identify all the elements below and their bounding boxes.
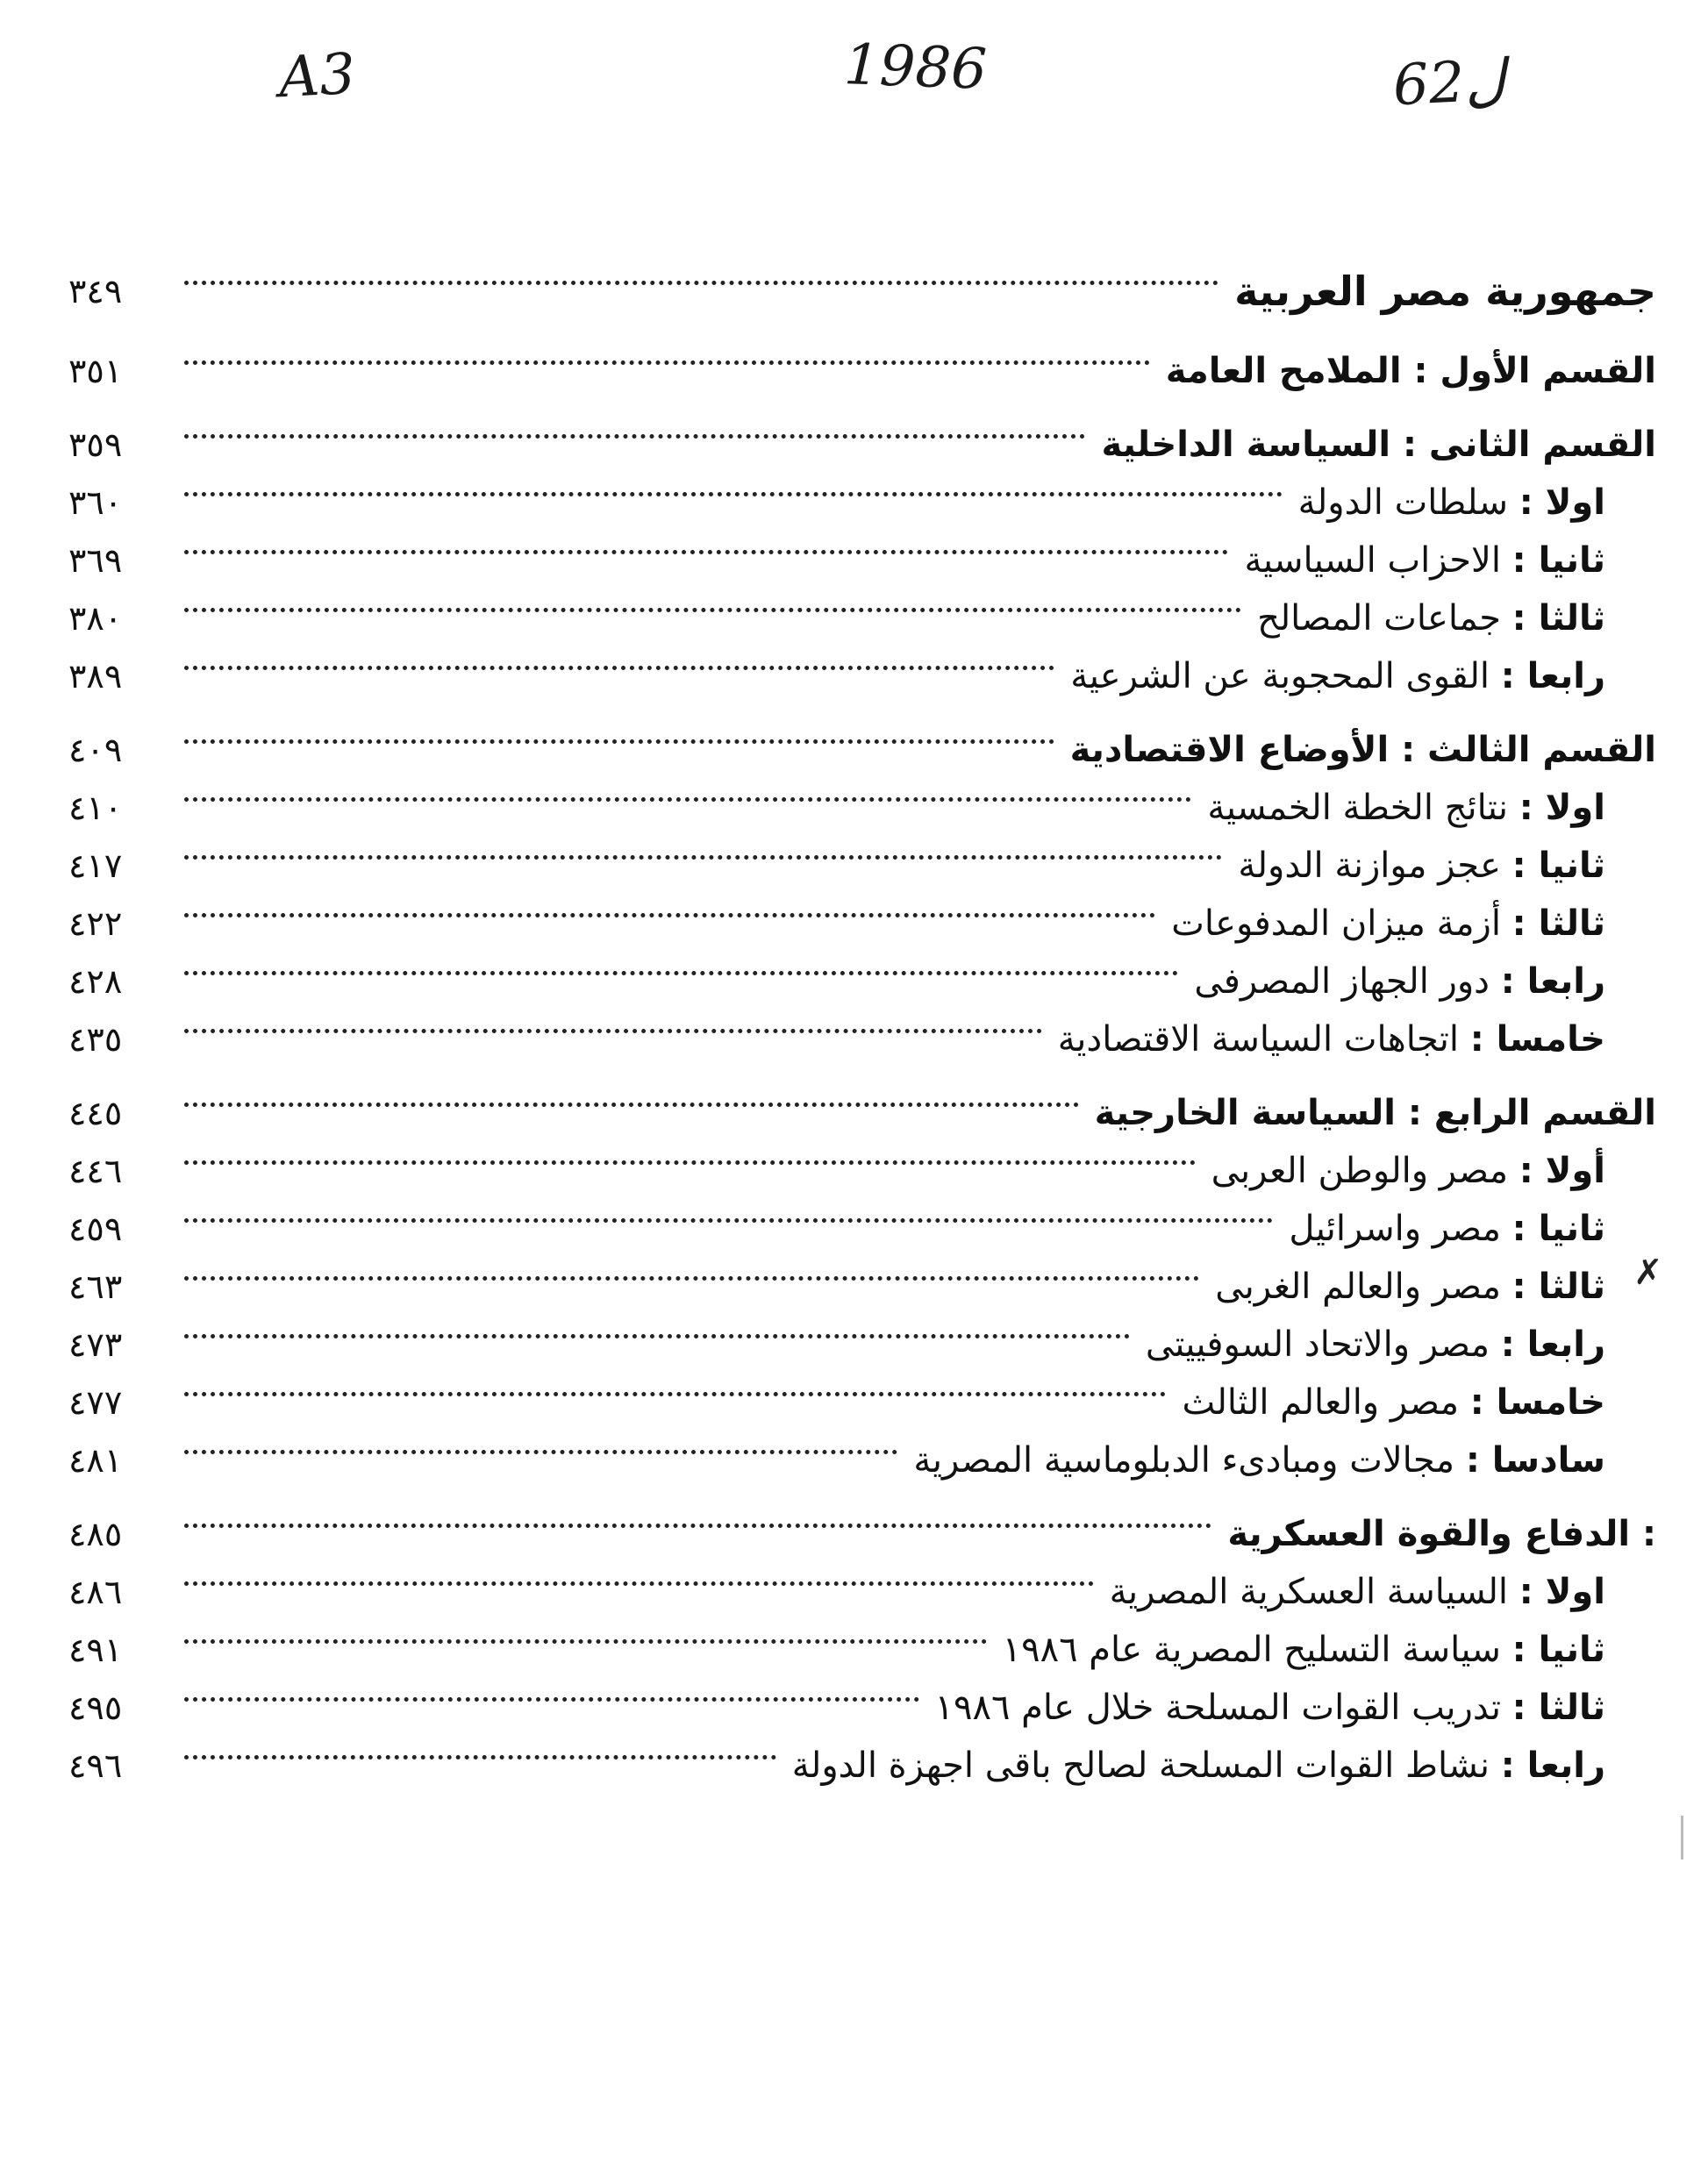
toc-entry: [68, 256, 1656, 326]
toc-entry-page-number: ٤١٠: [68, 789, 123, 827]
toc-entry-text: اتجاهات السياسة الاقتصادية: [1057, 1019, 1460, 1060]
toc-entry-label: رابعا :: [1500, 961, 1605, 1002]
toc-entry-page-number: ٤٢٢: [68, 904, 123, 943]
toc-entry-title: [1095, 1093, 1656, 1133]
toc-entry-page-number: ٣٤٩: [68, 272, 123, 310]
toc-entry-title: [1070, 730, 1656, 770]
toc-entry: [68, 474, 1656, 532]
toc-entry-label: رابعا :: [1500, 1745, 1605, 1786]
toc-entry-label: خامسا :: [1469, 1019, 1605, 1060]
toc-entry-label: القسم الثالث :: [1401, 730, 1656, 770]
dot-leader: [184, 550, 1228, 554]
dot-leader: [184, 1276, 1199, 1281]
toc-entry: [68, 1505, 1656, 1563]
toc-entry-text: مصر والعالم الغربى: [1215, 1267, 1501, 1307]
toc-entry: [68, 589, 1656, 647]
toc-entry-text: سياسة التسليح المصرية عام ١٩٨٦: [1002, 1630, 1501, 1670]
dot-leader: [184, 1755, 776, 1759]
toc-entry-page-number: ٤٣٥: [68, 1020, 123, 1059]
toc-entry-label: ثالثا :: [1511, 1688, 1605, 1728]
handwritten-mark-right: 62ل: [1391, 47, 1507, 119]
toc-entry-page-number: ٤٠٩: [68, 731, 123, 769]
dot-leader: [184, 434, 1085, 439]
table-of-contents: [68, 256, 1656, 1795]
dot-leader: [184, 1392, 1166, 1396]
toc-entry-label: :: [1642, 1514, 1656, 1554]
toc-entry-text: السياسة الداخلية: [1101, 425, 1391, 465]
toc-entry: [68, 721, 1656, 779]
toc-entry: [68, 1010, 1656, 1068]
toc-entry-label: ثانيا :: [1511, 540, 1605, 581]
toc-entry-title: [1058, 1019, 1656, 1060]
toc-entry-page-number: ٣٥٩: [68, 425, 123, 464]
toc-entry-title: [792, 1745, 1656, 1786]
toc-entry: [68, 1258, 1656, 1316]
toc-entry-title: [1215, 1267, 1656, 1307]
dot-leader: [184, 797, 1191, 802]
toc-entry-text: أزمة ميزان المدفوعات: [1171, 903, 1501, 944]
handwritten-mark-left: A3: [277, 41, 357, 111]
toc-entry: [68, 1374, 1656, 1431]
toc-entry-text: الدفاع والقوة العسكرية: [1227, 1514, 1631, 1554]
toc-entry-label: خامسا :: [1469, 1382, 1605, 1423]
toc-entry: [68, 1142, 1656, 1200]
toc-entry-title: [1070, 656, 1656, 696]
toc-entry-label: اولا :: [1519, 482, 1605, 523]
toc-entry-title: [1171, 903, 1656, 944]
toc-entry: [68, 342, 1656, 400]
toc-entry: [68, 1200, 1656, 1258]
toc-entry-text: مصر والوطن العربى: [1211, 1151, 1508, 1191]
toc-entry-text: دور الجهاز المصرفى: [1194, 961, 1490, 1002]
toc-entry-title: [1298, 482, 1656, 523]
dot-leader: [184, 1450, 897, 1454]
toc-entry-label: اولا :: [1519, 788, 1605, 828]
toc-entry-title: [1182, 1382, 1656, 1423]
dot-leader: [184, 1160, 1196, 1165]
dot-leader: [184, 1697, 919, 1702]
toc-entry-page-number: ٤٢٨: [68, 962, 123, 1001]
toc-entry: [68, 1621, 1656, 1679]
toc-entry-text: مصر والعالم الثالث: [1182, 1382, 1460, 1423]
dot-leader: [184, 1581, 1094, 1586]
handwritten-year: 1986: [842, 32, 989, 103]
toc-entry-title: [1146, 1324, 1656, 1365]
toc-entry-title: [1003, 1630, 1656, 1670]
dot-leader: [184, 1334, 1130, 1338]
dot-leader: [184, 1103, 1079, 1107]
toc-entry-text: عجز موازنة الدولة: [1238, 846, 1501, 886]
toc-entry: [68, 895, 1656, 953]
toc-entry-page-number: ٣٦٠: [68, 483, 123, 522]
dot-leader: [184, 360, 1150, 365]
dot-leader: [184, 913, 1155, 917]
toc-entry-text: نتائج الخطة الخمسية: [1207, 788, 1508, 828]
toc-entry-label: سادسا :: [1465, 1440, 1605, 1481]
toc-entry-label: القسم الثانى :: [1402, 425, 1656, 465]
toc-entry-page-number: ٤٦٣: [68, 1267, 123, 1306]
toc-entry-label: القسم الرابع :: [1407, 1093, 1656, 1133]
toc-entry-page-number: ٤١٧: [68, 846, 123, 885]
toc-entry-page-number: ٤٩١: [68, 1631, 123, 1669]
toc-entry-page-number: ٣٥١: [68, 352, 123, 390]
toc-entry-title: [1257, 598, 1656, 639]
toc-entry-label: ثانيا :: [1511, 1209, 1605, 1249]
toc-entry-text: مصر واسرائيل: [1289, 1209, 1501, 1249]
toc-entry-title: [1110, 1572, 1656, 1612]
toc-entry-title: [1244, 540, 1656, 581]
toc-entry-page-number: ٤٩٦: [68, 1746, 123, 1785]
toc-entry: [68, 1084, 1656, 1142]
dot-leader: [184, 281, 1218, 285]
toc-entry-page-number: ٤٧٣: [68, 1325, 123, 1364]
dot-leader: [184, 666, 1054, 670]
toc-entry-page-number: ٤٤٦: [68, 1152, 123, 1190]
dot-leader: [184, 1639, 987, 1644]
toc-entry-text: السياسة العسكرية المصرية: [1109, 1572, 1508, 1612]
toc-entry-title: [1194, 961, 1656, 1002]
toc-entry-title: [1211, 1151, 1656, 1191]
toc-entry-text: الأوضاع الاقتصادية: [1069, 730, 1390, 770]
toc-entry-text: القوى المحجوبة عن الشرعية: [1070, 656, 1490, 696]
toc-entry-label: اولا :: [1519, 1572, 1605, 1612]
toc-entry-text: الاحزاب السياسية: [1244, 540, 1501, 581]
toc-entry-page-number: ٣٨٩: [68, 657, 123, 696]
toc-entry-page-number: ٤٥٩: [68, 1210, 123, 1248]
toc-entry: [68, 647, 1656, 705]
toc-entry-label: رابعا :: [1500, 656, 1605, 696]
toc-entry: [68, 1431, 1656, 1489]
toc-entry-text: السياسة الخارجية: [1094, 1093, 1396, 1133]
toc-entry-page-number: ٤٨١: [68, 1441, 123, 1480]
toc-entry-text: نشاط القوات المسلحة لصالح باقى اجهزة الدولة: [791, 1745, 1490, 1786]
toc-entry-title: [1166, 351, 1656, 391]
toc-entry-label: ثالثا :: [1511, 598, 1605, 639]
toc-entry-page-number: ٣٨٠: [68, 599, 123, 638]
toc-entry-label: ثالثا :: [1511, 1267, 1605, 1307]
toc-entry: [68, 416, 1656, 474]
toc-entry-title: [1238, 846, 1656, 886]
dot-leader: [184, 1029, 1042, 1033]
toc-entry-title: [1101, 425, 1656, 465]
toc-entry-title: [1227, 1514, 1656, 1554]
toc-entry: [68, 837, 1656, 895]
dot-leader: [184, 492, 1283, 496]
toc-entry-text: سلطات الدولة: [1297, 482, 1508, 523]
toc-entry: [68, 532, 1656, 589]
toc-entry-text: الملامح العامة: [1165, 351, 1402, 391]
toc-entry-text: جماعات المصالح: [1257, 598, 1501, 639]
toc-entry-title: [1207, 788, 1656, 828]
toc-entry: [68, 779, 1656, 837]
toc-entry-page-number: ٤٧٧: [68, 1383, 123, 1422]
toc-entry-title: [1289, 1209, 1656, 1249]
dot-leader: [184, 608, 1241, 612]
margin-line: [1681, 1816, 1683, 1859]
toc-entry-page-number: ٣٦٩: [68, 541, 123, 580]
toc-entry-text: مصر والاتحاد السوفييتى: [1145, 1324, 1490, 1365]
toc-entry-page-number: ٤٨٥: [68, 1515, 123, 1553]
toc-entry-label: رابعا :: [1500, 1324, 1605, 1365]
toc-entry-page-number: ٤٤٥: [68, 1094, 123, 1132]
toc-entry-text: تدريب القوات المسلحة خلال عام ١٩٨٦: [934, 1688, 1501, 1728]
toc-entry-title: [1234, 268, 1656, 315]
toc-entry: [68, 1679, 1656, 1737]
toc-entry: [68, 1316, 1656, 1374]
toc-entry: [68, 1737, 1656, 1795]
dot-leader: [184, 1524, 1211, 1528]
toc-entry: [68, 1563, 1656, 1621]
toc-entry-label: ثانيا :: [1511, 846, 1605, 886]
toc-entry: [68, 953, 1656, 1010]
toc-entry-label: ثالثا :: [1511, 903, 1605, 944]
toc-entry-label: القسم الأول :: [1413, 351, 1656, 391]
toc-entry-page-number: ٤٩٥: [68, 1688, 123, 1727]
dot-leader: [184, 1218, 1273, 1223]
toc-entry-title: [935, 1688, 1656, 1728]
toc-entry-text: جمهورية مصر العربية: [1234, 268, 1656, 315]
toc-entry-label: ثانيا :: [1511, 1630, 1605, 1670]
dot-leader: [184, 739, 1054, 744]
toc-entry-page-number: ٤٨٦: [68, 1573, 123, 1611]
toc-entry-title: [913, 1440, 1656, 1481]
dot-leader: [184, 971, 1178, 975]
toc-entry-label: أولا :: [1519, 1151, 1605, 1191]
handwritten-cross-mark: ✗: [1633, 1253, 1663, 1293]
toc-entry-text: مجالات ومبادىء الدبلوماسية المصرية: [913, 1440, 1455, 1481]
dot-leader: [184, 855, 1222, 860]
